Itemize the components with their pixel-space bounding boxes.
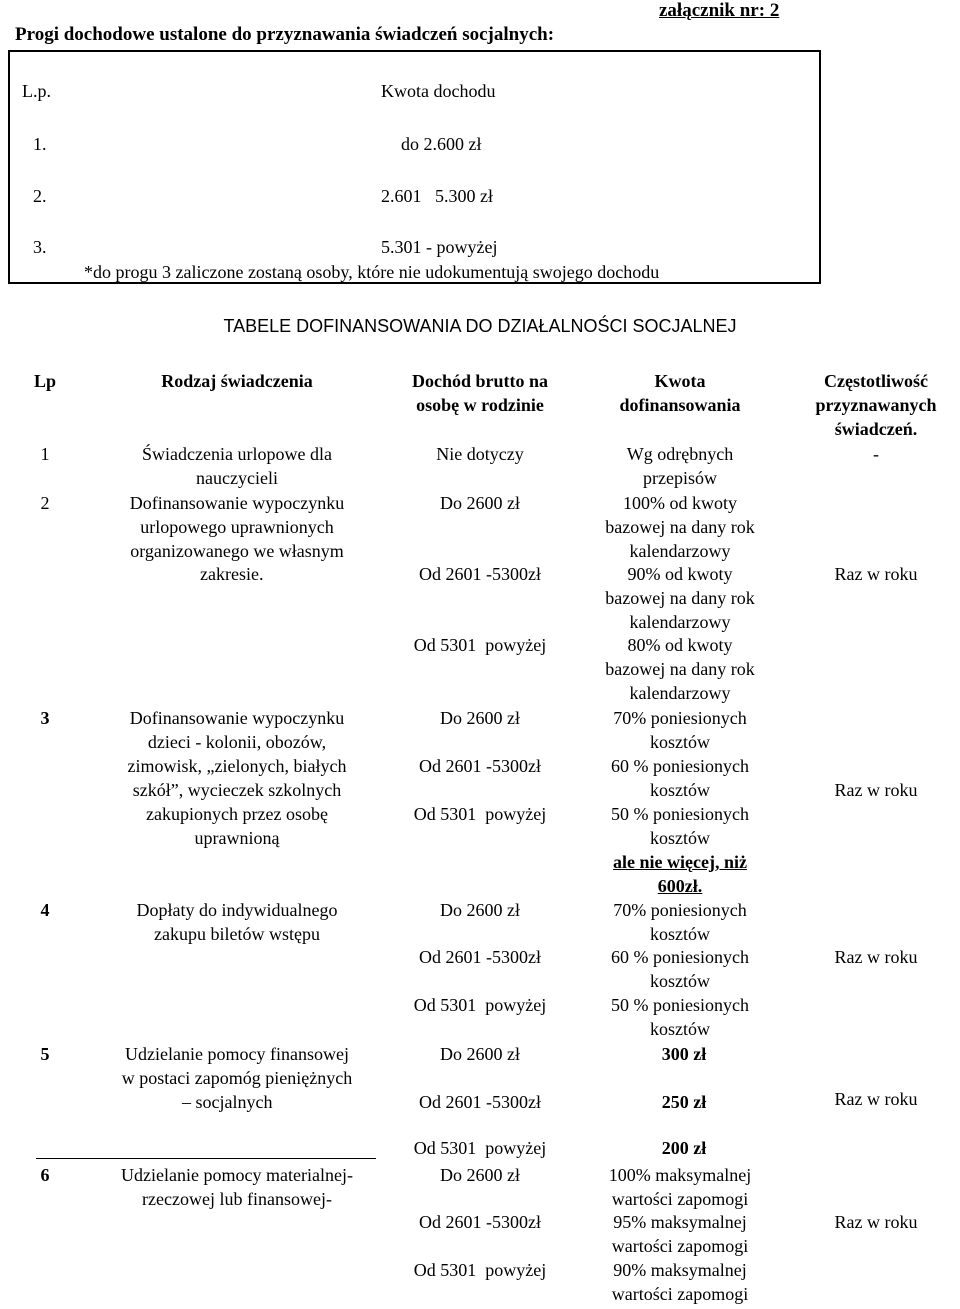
row-5-amount: 300 zł [661, 1044, 707, 1064]
threshold-row-3-lp: 3. [33, 237, 47, 257]
threshold-row-3-amount: 5.301 - powyżej [381, 237, 498, 257]
row-1-lp: 1 [40, 444, 50, 464]
threshold-note: *do progu 3 zaliczone zostaną osoby, które nie udokumentują swojego dochodu [84, 262, 660, 282]
row-4-lp: 4 [40, 900, 50, 920]
row-1-frequency: - [873, 444, 879, 464]
row-4-amount: kosztów [650, 971, 710, 991]
row-2-type: urlopowego uprawnionych [140, 517, 334, 537]
row-6-separator [36, 1158, 376, 1159]
row-3-type: zimowisk, „zielonych, białych [127, 756, 347, 776]
row-6-type: Udzielanie pomocy materialnej- [121, 1165, 353, 1185]
section-title: TABELE DOFINANSOWANIA DO DZIAŁALNOŚCI SOCJALNEJ [223, 316, 737, 336]
row-3-type: Dofinansowanie wypoczynku [129, 708, 345, 728]
header-amount-1: Kwota [654, 371, 706, 391]
threshold-header-amount: Kwota dochodu [381, 81, 496, 101]
row-5-type: w postaci zapomóg pieniężnych [121, 1068, 353, 1088]
row-4-income: Od 2601 -5300zł [419, 947, 541, 967]
row-1-type: Świadczenia urlopowe dla [142, 444, 332, 464]
threshold-row-1-lp: 1. [33, 134, 47, 154]
header-income-2: osobę w rodzinie [416, 395, 544, 415]
row-1-type: nauczycieli [196, 468, 278, 488]
threshold-row-2-amount: 2.601 5.300 zł [381, 186, 493, 206]
row-3-income: Od 2601 -5300zł [419, 756, 541, 776]
attachment-label: załącznik nr: 2 [659, 0, 780, 21]
threshold-row-2-lp: 2. [33, 186, 47, 206]
row-4-frequency: Raz w roku [834, 947, 918, 967]
row-6-income: Do 2600 zł [440, 1165, 520, 1185]
row-2-amount: bazowej na dany rok [605, 659, 755, 679]
row-1-amount: przepisów [643, 468, 717, 488]
row-6-frequency: Raz w roku [834, 1212, 918, 1232]
row-2-type: zakresie. [200, 564, 264, 584]
row-4-amount: kosztów [650, 924, 710, 944]
row-6-amount: 90% maksymalnej [613, 1260, 747, 1280]
row-2-amount: kalendarzowy [629, 541, 731, 561]
row-2-frequency: Raz w roku [834, 564, 918, 584]
row-4-type: zakupu biletów wstępu [154, 924, 320, 944]
row-6-amount: wartości zapomogi [611, 1189, 749, 1209]
row-3-amount: 70% poniesionych [613, 708, 747, 728]
row-6-amount: 100% maksymalnej [608, 1165, 752, 1185]
row-2-lp: 2 [40, 493, 50, 513]
row-3-type: dzieci - kolonii, obozów, [147, 732, 327, 752]
row-2-type: organizowanego we własnym [130, 541, 344, 561]
row-3-amount-note: 600zł. [657, 876, 703, 896]
row-2-income: Do 2600 zł [440, 493, 520, 513]
row-6-amount: 95% maksymalnej [613, 1212, 747, 1232]
row-3-amount: 60 % poniesionych [611, 756, 749, 776]
row-4-income: Od 5301 powyżej [413, 995, 547, 1015]
row-4-amount: 50 % poniesionych [611, 995, 749, 1015]
row-3-type: zakupionych przez osobę [146, 804, 328, 824]
row-6-income: Od 5301 powyżej [413, 1260, 547, 1280]
row-2-amount: bazowej na dany rok [605, 588, 755, 608]
header-type: Rodzaj świadczenia [161, 371, 313, 391]
row-5-type: Udzielanie pomocy finansowej [125, 1044, 349, 1064]
row-5-lp: 5 [40, 1044, 50, 1064]
row-3-lp: 3 [40, 708, 50, 728]
row-2-amount: 100% od kwoty [623, 493, 737, 513]
header-lp: Lp [33, 371, 57, 391]
page-title: Progi dochodowe ustalone do przyznawania świadczeń socjalnych: [15, 24, 555, 45]
row-6-amount: wartości zapomogi [611, 1236, 749, 1256]
row-2-amount: 90% od kwoty [627, 564, 733, 584]
row-2-amount: kalendarzowy [629, 612, 731, 632]
row-5-type: – socjalnych [182, 1092, 273, 1112]
row-6-income: Od 2601 -5300zł [419, 1212, 541, 1232]
header-frequency-2: przyznawanych [815, 395, 937, 415]
header-income-1: Dochód brutto na [411, 371, 549, 391]
row-4-amount: 70% poniesionych [613, 900, 747, 920]
row-5-amount: 200 zł [661, 1138, 707, 1158]
row-5-income: Od 2601 -5300zł [419, 1092, 541, 1112]
row-2-amount: bazowej na dany rok [605, 517, 755, 537]
row-5-income: Od 5301 powyżej [413, 1138, 547, 1158]
row-3-income: Do 2600 zł [440, 708, 520, 728]
row-6-type: rzeczowej lub finansowej- [142, 1189, 332, 1209]
header-amount-2: dofinansowania [619, 395, 741, 415]
row-1-income: Nie dotyczy [436, 444, 524, 464]
header-frequency-3: świadczeń. [834, 419, 918, 439]
row-5-frequency: Raz w roku [834, 1089, 918, 1109]
row-4-amount: 60 % poniesionych [611, 947, 749, 967]
row-5-amount: 250 zł [661, 1092, 707, 1112]
row-3-amount-note: ale nie więcej, niż [613, 852, 747, 872]
row-2-income: Od 2601 -5300zł [419, 564, 541, 584]
row-3-amount: kosztów [650, 732, 710, 752]
row-3-income: Od 5301 powyżej [413, 804, 547, 824]
row-4-income: Do 2600 zł [440, 900, 520, 920]
threshold-header-lp: L.p. [22, 81, 51, 101]
header-frequency-1: Częstotliwość [824, 371, 928, 391]
row-4-amount: kosztów [650, 1019, 710, 1039]
row-2-income: Od 5301 powyżej [413, 635, 547, 655]
row-3-amount: 50 % poniesionych [611, 804, 749, 824]
row-5-income: Do 2600 zł [440, 1044, 520, 1064]
row-6-amount: wartości zapomogi [611, 1284, 749, 1304]
threshold-row-1-amount: do 2.600 zł [401, 134, 482, 154]
row-2-amount: 80% od kwoty [627, 635, 733, 655]
row-2-type: Dofinansowanie wypoczynku [129, 493, 345, 513]
row-3-type: szkół”, wycieczek szkolnych [132, 780, 342, 800]
row-3-amount: kosztów [650, 828, 710, 848]
row-3-type: uprawnioną [194, 828, 280, 848]
row-3-amount: kosztów [650, 780, 710, 800]
row-4-type: Dopłaty do indywidualnego [136, 900, 338, 920]
row-2-amount: kalendarzowy [629, 683, 731, 703]
row-1-amount: Wg odrębnych [626, 444, 734, 464]
row-6-lp: 6 [40, 1165, 50, 1185]
row-3-frequency: Raz w roku [834, 780, 918, 800]
